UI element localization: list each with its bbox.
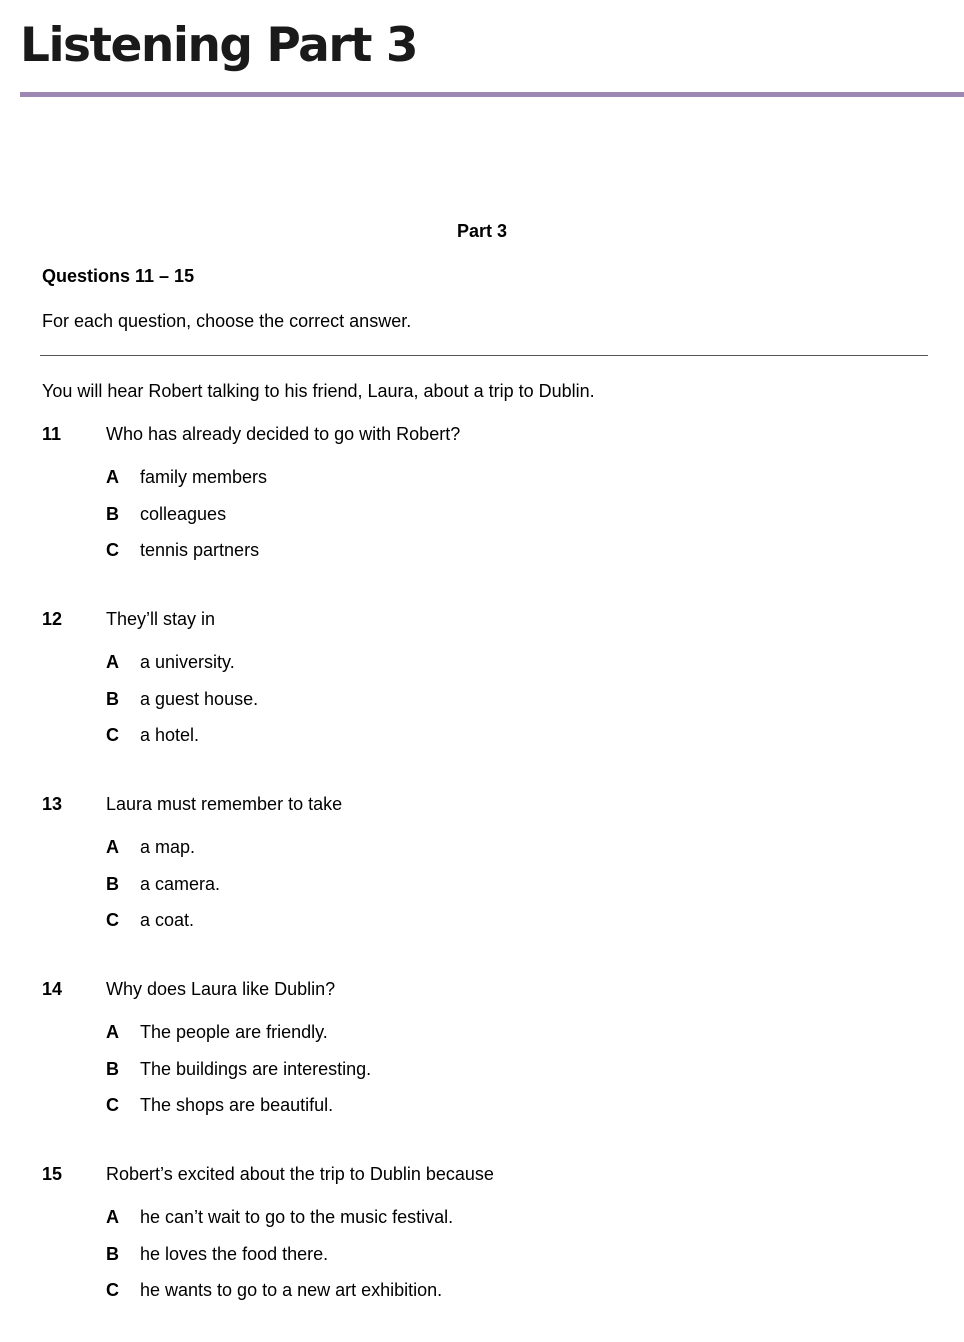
option-text: a guest house. [140,689,259,709]
instruction-text: For each question, choose the correct answer. [42,311,412,331]
option-letter: C [106,910,119,930]
option-letter: C [106,1280,119,1300]
option-text: he wants to go to a new art exhibition. [140,1280,443,1300]
question-text: Why does Laura like Dublin? [106,979,336,999]
option-text: a hotel. [140,725,200,745]
question-number: 12 [42,609,63,629]
option-text: a camera. [140,874,221,894]
option-text: a university. [140,652,235,672]
question-text: Robert’s excited about the trip to Dublin because [106,1164,494,1184]
question-11 [0,423,964,593]
question-15 [0,1163,964,1333]
question-text: They’ll stay in [106,609,216,629]
option-text: The buildings are interesting. [140,1059,372,1079]
listening-context: You will hear Robert talking to his friend, Laura, about a trip to Dublin. [42,381,595,401]
option-letter: A [106,467,119,487]
option-text: he loves the food there. [140,1244,329,1264]
option-text: he can’t wait to go to the music festival. [140,1207,454,1227]
option-letter: B [106,1244,119,1264]
question-number: 11 [42,424,62,444]
option-letter: B [106,1059,119,1079]
question-14 [0,978,964,1148]
section-divider [40,355,928,356]
question-text: Who has already decided to go with Robert? [106,424,461,444]
question-number: 13 [42,794,63,814]
option-text: The shops are beautiful. [140,1095,334,1115]
question-text: Laura must remember to take [106,794,343,814]
option-letter: C [106,540,119,560]
option-letter: A [106,1022,119,1042]
option-text: a map. [140,837,196,857]
questions-range: Questions 11 – 15 [42,266,195,286]
option-letter: C [106,725,119,745]
question-12 [0,608,964,778]
option-letter: B [106,874,119,894]
option-letter: A [106,837,119,857]
option-letter: C [106,1095,119,1115]
option-letter: B [106,689,119,709]
option-letter: A [106,652,119,672]
question-number: 15 [42,1164,63,1184]
option-letter: A [106,1207,119,1227]
option-text: The people are friendly. [140,1022,328,1042]
option-text: tennis partners [140,540,260,560]
page-title: Listening Part 3 [20,18,418,73]
option-text: a coat. [140,910,195,930]
title-underline [20,92,964,97]
option-letter: B [106,504,119,524]
part-label: Part 3 [456,221,508,241]
option-text: family members [140,467,268,487]
question-number: 14 [42,979,63,999]
option-text: colleagues [140,504,227,524]
question-13 [0,793,964,963]
